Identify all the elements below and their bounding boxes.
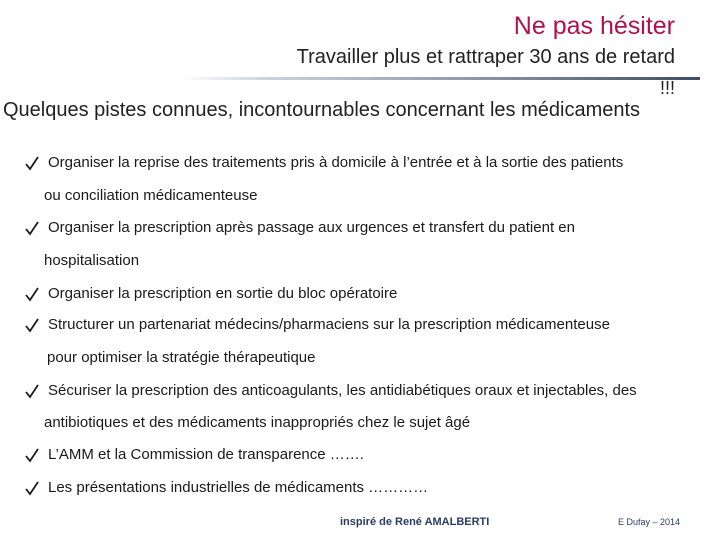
footer-author: E Dufay – 2014 bbox=[618, 517, 681, 527]
list-item-line: antibiotiques et des médicaments inappropriés chez le sujet âgé bbox=[44, 414, 471, 431]
checkmark-icon bbox=[24, 316, 40, 334]
subtitle-exclamation: !!! bbox=[659, 78, 675, 98]
footer-source: inspiré de René AMALBERTI bbox=[340, 516, 490, 528]
list-item-line: Les présentations industrielles de médicaments ………… bbox=[48, 479, 429, 496]
checkmark-icon bbox=[24, 446, 40, 464]
checkmark-icon bbox=[24, 479, 40, 497]
checkmark-icon bbox=[24, 285, 40, 303]
slide-title: Ne pas hésiter bbox=[513, 12, 675, 40]
checkmark-icon bbox=[24, 382, 40, 400]
slide-subtitle: Travailler plus et rattraper 30 ans de retard bbox=[296, 46, 675, 68]
list-item-line: hospitalisation bbox=[44, 252, 140, 269]
list-item-line: pour optimiser la stratégie thérapeutique bbox=[47, 349, 316, 366]
list-item-line: Organiser la prescription après passage aux urgences et transfert du patient en bbox=[48, 219, 575, 236]
checkmark-icon bbox=[24, 219, 40, 237]
list-item-line: Sécuriser la prescription des anticoagulants, les antidiabétiques oraux et injectables, des bbox=[48, 382, 637, 399]
list-item-line: Organiser la reprise des traitements pris à domicile à l’entrée et à la sortie des patients bbox=[48, 154, 624, 171]
section-heading: Quelques pistes connues, incontournables concernant les médicaments bbox=[3, 99, 641, 121]
checkmark-icon bbox=[24, 154, 40, 172]
list-item-line: Structurer un partenariat médecins/pharmaciens sur la prescription médicamenteuse bbox=[48, 316, 610, 333]
list-item-line: L’AMM et la Commission de transparence ……. bbox=[48, 446, 364, 463]
list-item-line: Organiser la prescription en sortie du bloc opératoire bbox=[48, 285, 398, 302]
list-item-line: ou conciliation médicamenteuse bbox=[44, 187, 258, 204]
